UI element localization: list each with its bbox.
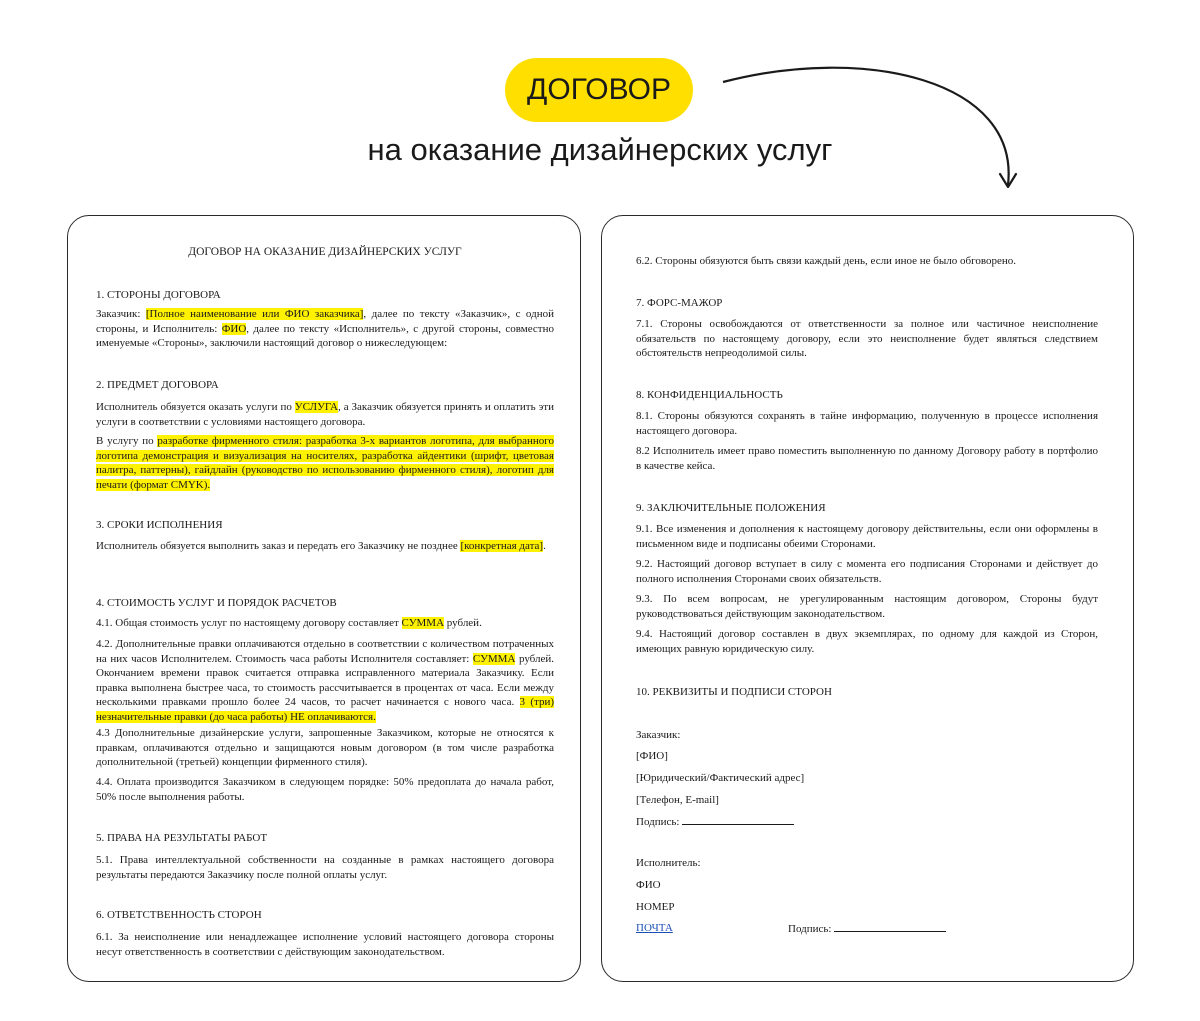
- section-4-paragraph-2: 4.2. Дополнительные правки оплачиваются отдельно в соответствии с количеством потраченных на них часов Исполнителем. Стоимость часа работы Исполнителя составляет: СУММА рублей. Окончанием времени правок считается отправка исправленного материала Заказчику. Если правка выполнена быстрее часа, то стоимость рассчитывается в процентах от часа. Если между несколькими правками прошло более 24 часов, то расчет начинается с нового часа. 3 (три) незначительные правки (до часа работы) НЕ оплачиваются.: [96, 638, 555, 723]
- section-10-heading: 10. РЕКВИЗИТЫ И ПОДПИСИ СТОРОН: [636, 686, 832, 698]
- highlight-hour-sum: СУММА: [472, 652, 516, 665]
- highlight-service: УСЛУГА: [294, 401, 339, 413]
- executor-name-field: ФИО: [636, 879, 661, 891]
- executor-email-link[interactable]: ПОЧТА: [636, 922, 673, 934]
- section-4-heading: 4. СТОИМОСТЬ УСЛУГ И ПОРЯДОК РАСЧЕТОВ: [96, 597, 337, 609]
- section-9-paragraph-4: 9.4. Настоящий договор составлен в двух экземплярах, по одному для каждой из Сторон, имеющих равную юридическую силу.: [636, 628, 1098, 655]
- customer-address-field: [Юридический/Фактический адрес]: [636, 772, 805, 784]
- highlight-customer-name: [Полное наименование или ФИО заказчика]: [145, 308, 364, 320]
- document-page-left: [67, 215, 581, 982]
- customer-label: Заказчик:: [636, 729, 681, 741]
- executor-signature-line: [834, 921, 946, 932]
- section-7-heading: 7. ФОРС-МАЖОР: [636, 297, 723, 309]
- page-subtitle: на оказание дизайнерских услуг: [367, 132, 833, 167]
- section-8-heading: 8. КОНФИДЕНЦИАЛЬНОСТЬ: [636, 389, 783, 401]
- section-3-paragraph: Исполнитель обязуется выполнить заказ и передать его Заказчику не позднее [конкретная дата].: [96, 540, 546, 552]
- section-4-paragraph-4: 4.4. Оплата производится Заказчиком в следующем порядке: 50% предоплата до начала работ, 50% после выполнения работы.: [96, 776, 554, 803]
- customer-contacts-field: [Телефон, E-mail]: [636, 794, 719, 806]
- section-3-heading: 3. СРОКИ ИСПОЛНЕНИЯ: [96, 519, 223, 531]
- section-2-paragraph-2: В услугу по разработке фирменного стиля: разработка 3-х вариантов логотипа, для выбранного логотипа демонстрация и визуализация на носителях, разработка айдентики (шрифт, цветовая палитра, паттерны), гайдлайн (руководство по использованию фирменного стиля), логотип для печати (формат CMYK).: [96, 435, 554, 491]
- document-page-right: [601, 215, 1134, 982]
- section-1-paragraph: Заказчик: [Полное наименование или ФИО заказчика], далее по тексту «Заказчик», с одной стороны, и Исполнитель: ФИО, далее по тексту «Исполнитель», с другой стороны, совместно именуемые «Стороны», заключили настоящий договор о нижеследующем:: [96, 308, 554, 349]
- section-5-heading: 5. ПРАВА НА РЕЗУЛЬТАТЫ РАБОТ: [96, 832, 268, 844]
- customer-name-field: [ФИО]: [636, 750, 668, 762]
- section-9-paragraph-1: 9.1. Все изменения и дополнения к настоящему договору действительны, если они оформлены в письменном виде и подписаны обеими Сторонами.: [636, 523, 1098, 550]
- highlight-sum: СУММА: [401, 617, 445, 629]
- executor-signature: Подпись:: [788, 921, 946, 937]
- customer-signature: Подпись:: [636, 814, 1098, 830]
- section-2-paragraph-1: Исполнитель обязуется оказать услуги по УСЛУГА, а Заказчик обязуется принять и оплатить эти услуги в соответствии с условиями настоящего договора.: [96, 401, 554, 428]
- title-badge: [505, 58, 693, 122]
- document-title: ДОГОВОР НА ОКАЗАНИЕ ДИЗАЙНЕРСКИХ УСЛУГ: [188, 246, 462, 258]
- section-9-paragraph-2: 9.2. Настоящий договор вступает в силу с момента его подписания Сторонами и действует до полного исполнения Сторонами своих обязательств.: [636, 558, 1098, 585]
- section-2-heading: 2. ПРЕДМЕТ ДОГОВОРА: [96, 379, 219, 391]
- section-9-paragraph-3: 9.3. По всем вопросам, не урегулированным настоящим договором, Стороны будут руководствоваться действующим законодательством.: [636, 593, 1098, 620]
- highlight-executor-name: ФИО: [221, 322, 247, 335]
- curved-arrow-icon: [715, 60, 1025, 200]
- section-6-heading: 6. ОТВЕТСТВЕННОСТЬ СТОРОН: [96, 909, 262, 921]
- section-6-paragraph: 6.1. За неисполнение или ненадлежащее исполнение условий настоящего договора стороны несут ответственность в соответствии с действующим законодательством.: [96, 931, 554, 958]
- highlight-branding-scope: разработке фирменного стиля: разработка 3-х вариантов логотипа, для выбранного логотипа демонстрация и визуализация на носителях, разработка айдентики (шрифт, цветовая палитра, паттерны), гайдлайн (руководство по использованию фирменного стиля), логотип для печати (формат CMYK).: [96, 435, 554, 491]
- section-6-paragraph-2: 6.2. Стороны обязуются быть связи каждый день, если иное не было обговорено.: [636, 255, 1016, 267]
- customer-signature-line: [682, 814, 794, 825]
- highlight-date: [конкретная дата]: [460, 540, 544, 552]
- section-4-paragraph-3: 4.3 Дополнительные дизайнерские услуги, запрошенные Заказчиком, которые не относятся к правкам, оплачиваются отдельно и защищаются новым договором (в том числе разработка дополнительной (третьей) концепции фирменного стиля).: [96, 727, 554, 768]
- title-badge-text: ДОГОВОР: [527, 73, 671, 106]
- highlight-free-edits: 3 (три) незначительные правки (до часа работы) НЕ оплачиваются.: [96, 696, 555, 723]
- section-7-paragraph: 7.1. Стороны освобождаются от ответственности за полное или частичное неисполнение обязательств по настоящему договору, если это неисполнение будет являться следствием обстоятельств непреодолимой силы.: [636, 318, 1098, 359]
- section-8-paragraph-2: 8.2 Исполнитель имеет право поместить выполненную по данному Договору работу в портфолио в качестве кейса.: [636, 445, 1098, 472]
- section-9-heading: 9. ЗАКЛЮЧИТЕЛЬНЫЕ ПОЛОЖЕНИЯ: [636, 502, 826, 514]
- executor-number-field: НОМЕР: [636, 901, 675, 913]
- section-8-paragraph-1: 8.1. Стороны обязуются сохранять в тайне информацию, полученную в процессе исполнения настоящего договора.: [636, 410, 1098, 437]
- section-5-paragraph: 5.1. Права интеллектуальной собственности на созданные в рамках настоящего договора результаты передаются Заказчику после полной оплаты услуг.: [96, 854, 554, 881]
- section-1-heading: 1. СТОРОНЫ ДОГОВОРА: [96, 289, 221, 301]
- executor-label: Исполнитель:: [636, 857, 701, 869]
- section-4-paragraph-1: 4.1. Общая стоимость услуг по настоящему договору составляет СУММА рублей.: [96, 617, 482, 629]
